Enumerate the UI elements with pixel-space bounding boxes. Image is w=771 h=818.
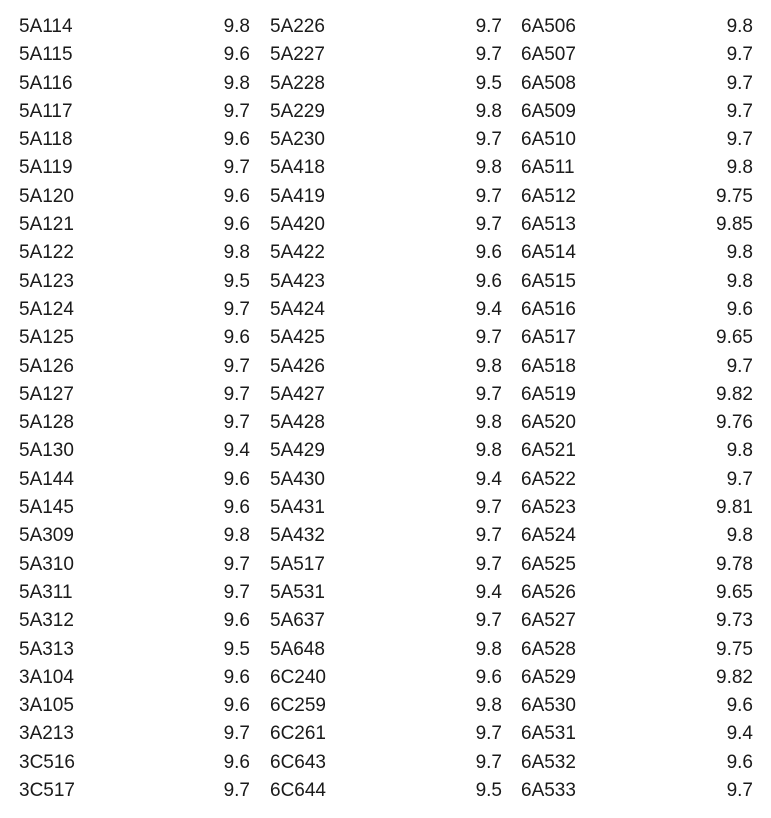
row-score: 9.7	[726, 129, 753, 151]
row-score: 9.5	[475, 72, 502, 94]
table-row	[521, 466, 753, 494]
table-row	[270, 749, 502, 777]
row-score: 9.7	[726, 780, 753, 802]
row-code: 5A114	[19, 16, 73, 37]
row-code: 6A533	[521, 780, 576, 802]
row-score: 9.6	[223, 610, 250, 632]
table-row	[521, 41, 753, 69]
table-row	[19, 409, 250, 437]
table-row	[521, 692, 753, 720]
table-row	[19, 522, 250, 550]
table-row	[521, 636, 753, 664]
table-row	[270, 98, 502, 126]
row-code: 5A119	[19, 157, 73, 179]
row-score: 9.8	[475, 638, 502, 660]
row-score: 9.8	[726, 525, 753, 547]
row-score: 9.8	[726, 270, 753, 292]
row-score: 9.8	[475, 355, 502, 377]
table-row	[270, 607, 502, 635]
row-code: 5A118	[19, 129, 73, 151]
row-code: 5A432	[270, 525, 325, 547]
table-row	[270, 636, 502, 664]
row-code: 6A529	[521, 666, 576, 688]
row-score: 9.8	[223, 16, 250, 37]
row-score: 9.6	[475, 270, 502, 292]
row-code: 6C643	[270, 751, 326, 773]
table-row	[19, 749, 250, 777]
table-row	[270, 579, 502, 607]
table-column-2	[270, 13, 502, 805]
row-code: 6A524	[521, 525, 576, 547]
row-score: 9.7	[475, 16, 502, 37]
table-column-1	[19, 13, 250, 805]
table-row	[270, 296, 502, 324]
row-code: 6A521	[521, 440, 576, 462]
row-code: 5A130	[19, 440, 74, 462]
table-row	[521, 183, 753, 211]
row-score: 9.6	[726, 751, 753, 773]
row-score: 9.78	[716, 553, 753, 575]
table-row	[270, 13, 502, 41]
table-column-3	[521, 13, 753, 805]
row-score: 9.7	[223, 553, 250, 575]
table-row	[270, 239, 502, 267]
row-score: 9.65	[716, 581, 753, 603]
row-score: 9.8	[726, 242, 753, 264]
row-score: 9.5	[223, 270, 250, 292]
row-code: 6A514	[521, 242, 576, 264]
table-row	[19, 126, 250, 154]
row-score: 9.7	[475, 44, 502, 66]
row-score: 9.85	[716, 214, 753, 236]
table-row	[19, 692, 250, 720]
row-score: 9.7	[475, 553, 502, 575]
row-code: 5A145	[19, 497, 74, 519]
table-row	[521, 409, 753, 437]
table-row	[521, 494, 753, 522]
row-score: 9.7	[726, 72, 753, 94]
table-row	[19, 466, 250, 494]
row-score: 9.7	[726, 468, 753, 490]
row-score: 9.8	[223, 525, 250, 547]
row-score: 9.4	[475, 298, 502, 320]
table-row	[19, 239, 250, 267]
table-row	[270, 211, 502, 239]
row-score: 9.8	[475, 412, 502, 434]
row-score: 9.82	[716, 383, 753, 405]
row-code: 5A425	[270, 327, 325, 349]
row-score: 9.7	[475, 751, 502, 773]
table-row	[270, 126, 502, 154]
row-score: 9.8	[475, 440, 502, 462]
table-row	[270, 70, 502, 98]
row-code: 6A526	[521, 581, 576, 603]
row-code: 6A525	[521, 553, 576, 575]
row-code: 5A418	[270, 157, 325, 179]
row-code: 5A429	[270, 440, 325, 462]
row-code: 6C259	[270, 695, 326, 717]
table-row	[270, 353, 502, 381]
row-score: 9.65	[716, 327, 753, 349]
row-score: 9.75	[716, 185, 753, 207]
row-code: 5A229	[270, 100, 325, 122]
row-code: 3C517	[19, 780, 75, 802]
table-row	[19, 268, 250, 296]
row-score: 9.7	[223, 723, 250, 745]
row-code: 6A512	[521, 185, 576, 207]
row-score: 9.4	[726, 723, 753, 745]
table-row	[521, 13, 753, 41]
row-score: 9.8	[726, 157, 753, 179]
row-code: 5A230	[270, 129, 325, 151]
row-score: 9.6	[223, 497, 250, 519]
table-row	[19, 579, 250, 607]
row-code: 5A115	[19, 44, 73, 66]
row-score: 9.7	[223, 581, 250, 603]
table-row	[521, 777, 753, 805]
row-score: 9.73	[716, 610, 753, 632]
table-row	[521, 70, 753, 98]
row-code: 5A309	[19, 525, 74, 547]
table-row	[270, 324, 502, 352]
row-code: 5A116	[19, 72, 73, 94]
row-score: 9.8	[475, 157, 502, 179]
row-code: 5A123	[19, 270, 74, 292]
row-code: 6A528	[521, 638, 576, 660]
table-row	[521, 154, 753, 182]
table-row	[521, 239, 753, 267]
table-row	[270, 183, 502, 211]
row-code: 5A227	[270, 44, 325, 66]
table-row	[521, 749, 753, 777]
table-row	[521, 437, 753, 465]
row-code: 5A127	[19, 383, 74, 405]
row-code: 6A527	[521, 610, 576, 632]
row-score: 9.4	[475, 468, 502, 490]
row-score: 9.7	[726, 44, 753, 66]
table-row	[270, 466, 502, 494]
row-score: 9.7	[223, 780, 250, 802]
row-code: 6C240	[270, 666, 326, 688]
table-row	[270, 692, 502, 720]
row-score: 9.7	[223, 412, 250, 434]
row-score: 9.82	[716, 666, 753, 688]
row-code: 6A531	[521, 723, 576, 745]
row-code: 6A519	[521, 383, 576, 405]
table-row	[19, 494, 250, 522]
table-row	[521, 211, 753, 239]
row-code: 5A128	[19, 412, 74, 434]
row-code: 6A510	[521, 129, 576, 151]
row-score: 9.8	[726, 16, 753, 37]
table-row	[521, 98, 753, 126]
row-code: 5A124	[19, 298, 74, 320]
row-score: 9.6	[223, 695, 250, 717]
row-score: 9.7	[223, 100, 250, 122]
row-score: 9.4	[223, 440, 250, 462]
row-code: 3A213	[19, 723, 74, 745]
row-code: 5A430	[270, 468, 325, 490]
table-row	[19, 381, 250, 409]
row-score: 9.75	[716, 638, 753, 660]
row-score: 9.6	[223, 129, 250, 151]
table-row	[521, 522, 753, 550]
row-code: 5A120	[19, 185, 74, 207]
table-row	[19, 720, 250, 748]
row-score: 9.7	[726, 355, 753, 377]
row-score: 9.7	[475, 497, 502, 519]
row-code: 5A228	[270, 72, 325, 94]
row-score: 9.7	[223, 383, 250, 405]
table-row	[270, 777, 502, 805]
row-score: 9.5	[475, 780, 502, 802]
row-score: 9.81	[716, 497, 753, 519]
row-code: 6A509	[521, 100, 576, 122]
table-row	[521, 551, 753, 579]
row-code: 5A311	[19, 581, 73, 603]
row-code: 5A531	[270, 581, 325, 603]
row-score: 9.6	[223, 468, 250, 490]
row-score: 9.7	[475, 723, 502, 745]
table-row	[19, 353, 250, 381]
row-code: 6C644	[270, 780, 326, 802]
row-score: 9.7	[726, 100, 753, 122]
row-score: 9.6	[726, 298, 753, 320]
row-code: 6A530	[521, 695, 576, 717]
row-code: 6A517	[521, 327, 576, 349]
table-row	[19, 636, 250, 664]
table-row	[19, 154, 250, 182]
row-code: 5A126	[19, 355, 74, 377]
row-code: 5A419	[270, 185, 325, 207]
row-score: 9.7	[475, 185, 502, 207]
table-row	[19, 777, 250, 805]
row-score: 9.6	[475, 666, 502, 688]
table-row	[19, 183, 250, 211]
table-row	[270, 494, 502, 522]
row-score: 9.7	[475, 327, 502, 349]
table-row	[19, 664, 250, 692]
row-score: 9.7	[475, 383, 502, 405]
row-score: 9.8	[223, 242, 250, 264]
row-code: 3C516	[19, 751, 75, 773]
table-row	[270, 41, 502, 69]
row-code: 6A507	[521, 44, 576, 66]
table-row	[521, 296, 753, 324]
table-row	[521, 607, 753, 635]
row-score: 9.7	[223, 355, 250, 377]
row-code: 5A420	[270, 214, 325, 236]
row-code: 5A424	[270, 298, 325, 320]
table-row	[19, 551, 250, 579]
row-score: 9.76	[716, 412, 753, 434]
row-code: 5A121	[19, 214, 74, 236]
row-code: 6A518	[521, 355, 576, 377]
row-score: 9.4	[475, 581, 502, 603]
row-code: 5A423	[270, 270, 325, 292]
table-row	[19, 324, 250, 352]
row-code: 5A637	[270, 610, 325, 632]
table-row	[521, 353, 753, 381]
row-code: 5A226	[270, 16, 325, 37]
row-code: 3A104	[19, 666, 74, 688]
row-score: 9.6	[223, 214, 250, 236]
table-row	[521, 579, 753, 607]
row-code: 6A532	[521, 751, 576, 773]
table-row	[270, 720, 502, 748]
row-score: 9.6	[223, 666, 250, 688]
table-row	[270, 154, 502, 182]
row-code: 5A312	[19, 610, 74, 632]
table-row	[270, 522, 502, 550]
table-row	[270, 409, 502, 437]
row-score: 9.6	[475, 242, 502, 264]
table-row	[521, 324, 753, 352]
row-code: 5A125	[19, 327, 74, 349]
row-score: 9.6	[223, 327, 250, 349]
row-score: 9.7	[223, 157, 250, 179]
row-code: 5A431	[270, 497, 325, 519]
table-row	[19, 211, 250, 239]
table-row	[19, 607, 250, 635]
table-row	[521, 720, 753, 748]
row-code: 5A427	[270, 383, 325, 405]
row-code: 5A117	[19, 100, 73, 122]
row-score: 9.7	[475, 525, 502, 547]
table-row	[270, 268, 502, 296]
row-code: 6A508	[521, 72, 576, 94]
table-row	[521, 268, 753, 296]
row-code: 3A105	[19, 695, 74, 717]
table-row	[521, 664, 753, 692]
row-score: 9.7	[475, 610, 502, 632]
row-code: 6A523	[521, 497, 576, 519]
table-row	[19, 41, 250, 69]
row-code: 5A426	[270, 355, 325, 377]
row-score: 9.7	[475, 129, 502, 151]
row-code: 5A144	[19, 468, 74, 490]
row-score: 9.6	[223, 44, 250, 66]
table-row	[19, 70, 250, 98]
row-code: 6A511	[521, 157, 575, 179]
table-row	[19, 296, 250, 324]
table-row	[270, 437, 502, 465]
table-row	[521, 381, 753, 409]
row-code: 5A122	[19, 242, 74, 264]
row-code: 5A310	[19, 553, 74, 575]
row-code: 5A648	[270, 638, 325, 660]
table-row	[521, 126, 753, 154]
row-code: 6A506	[521, 16, 576, 37]
row-score: 9.7	[223, 298, 250, 320]
row-code: 5A422	[270, 242, 325, 264]
table-row	[19, 437, 250, 465]
row-code: 6A516	[521, 298, 576, 320]
row-code: 6A513	[521, 214, 576, 236]
row-score: 9.6	[223, 751, 250, 773]
table-row	[270, 381, 502, 409]
row-code: 5A313	[19, 638, 74, 660]
table-row	[270, 664, 502, 692]
row-score: 9.5	[223, 638, 250, 660]
table-row	[19, 13, 250, 41]
row-score: 9.8	[475, 100, 502, 122]
row-score: 9.8	[223, 72, 250, 94]
row-score: 9.6	[726, 695, 753, 717]
row-score: 9.8	[726, 440, 753, 462]
table-row	[19, 98, 250, 126]
row-score: 9.6	[223, 185, 250, 207]
row-code: 6C261	[270, 723, 326, 745]
row-code: 6A520	[521, 412, 576, 434]
row-code: 6A522	[521, 468, 576, 490]
row-code: 6A515	[521, 270, 576, 292]
row-code: 5A428	[270, 412, 325, 434]
row-score: 9.7	[475, 214, 502, 236]
row-score: 9.8	[475, 695, 502, 717]
row-code: 5A517	[270, 553, 325, 575]
table-row	[270, 551, 502, 579]
